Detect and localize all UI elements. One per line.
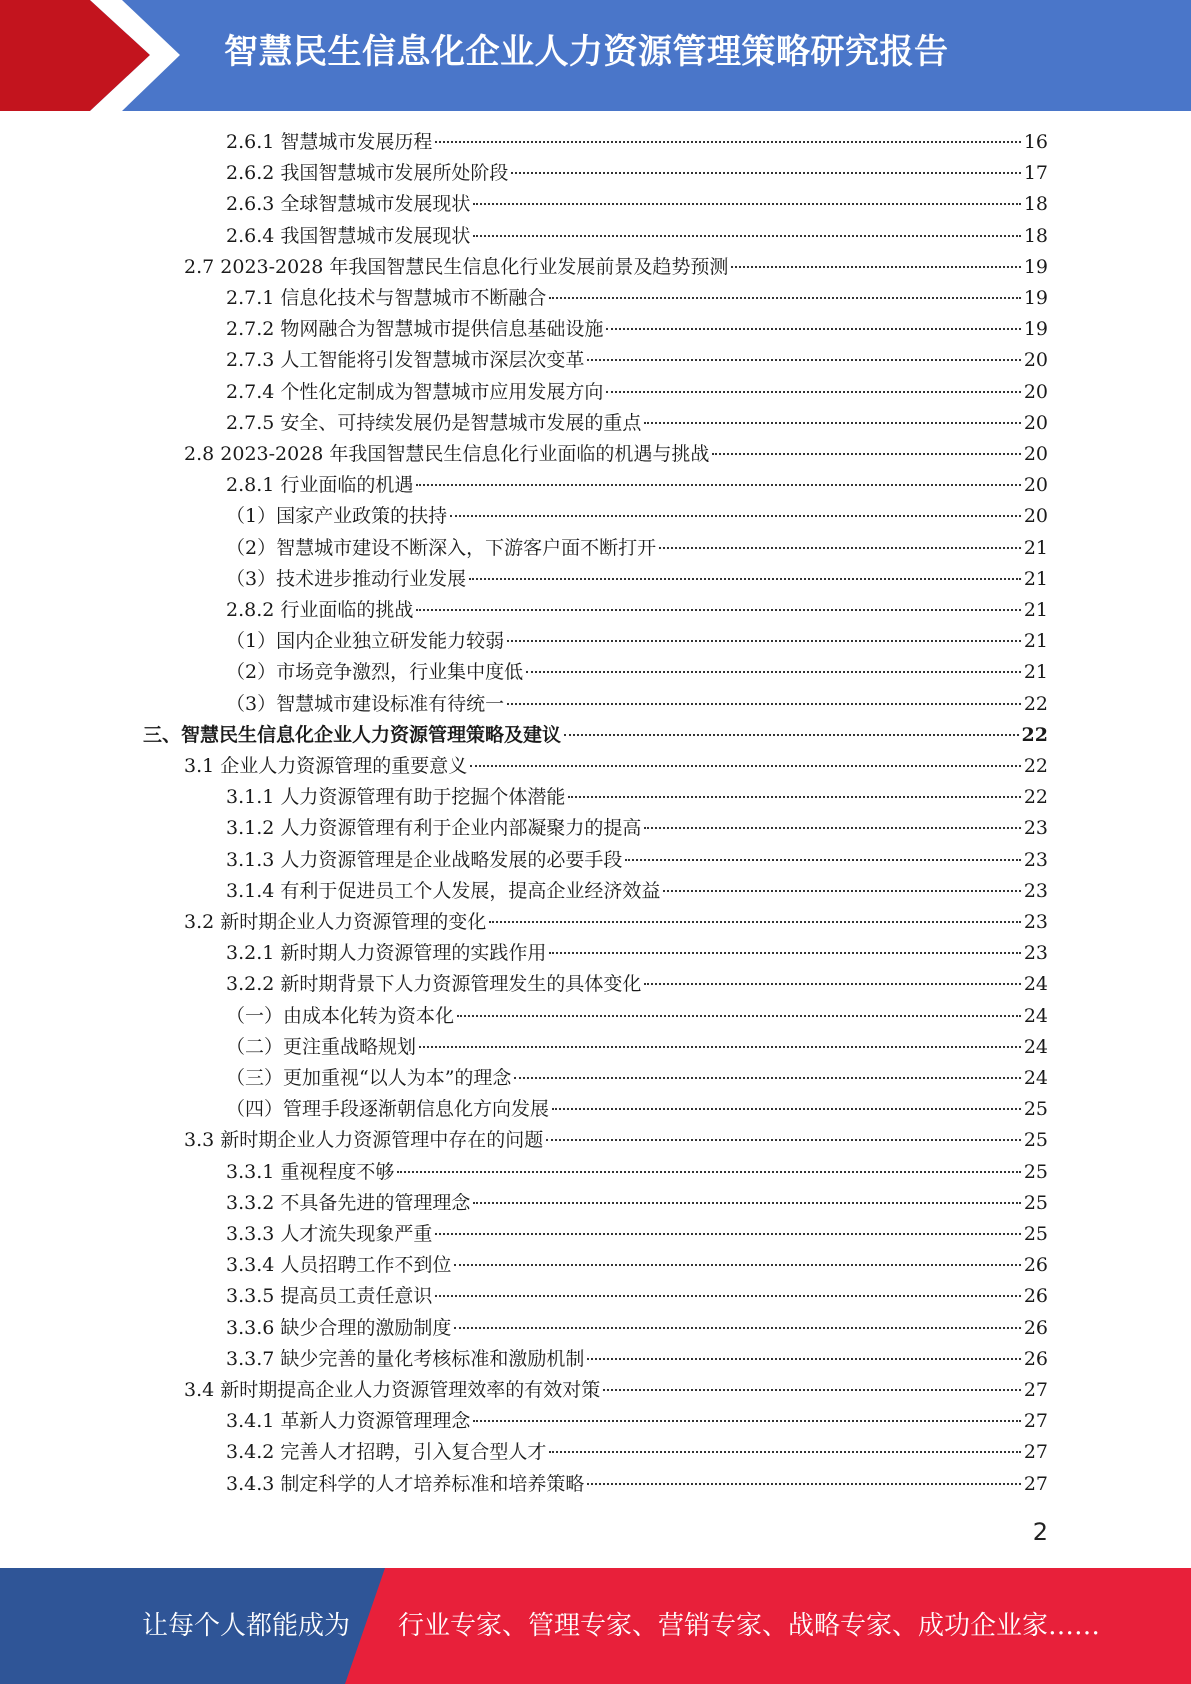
toc-entry-page: 20: [1023, 474, 1048, 496]
toc-dot-leader: [587, 1483, 1020, 1485]
toc-dot-leader: [659, 547, 1021, 549]
toc-entry[interactable]: [184, 252, 1048, 283]
toc-dot-leader: [507, 640, 1021, 642]
toc-entry-title: （3）技术进步推动行业发展: [226, 568, 467, 590]
toc-entry[interactable]: [226, 1344, 1048, 1375]
toc-entry-title: 行业面临的机遇: [280, 474, 414, 496]
footer-slogan-left: 让每个人都能成为: [142, 1611, 351, 1641]
toc-entry-number: 3.1.1: [226, 786, 281, 808]
toc-dot-leader: [712, 453, 1020, 455]
toc-entry-page: 24: [1023, 1005, 1048, 1027]
toc-entry[interactable]: [226, 1469, 1048, 1500]
toc-entry-title: 缺少完善的量化考核标准和激励机制: [280, 1348, 585, 1370]
toc-entry-title: 三、智慧民生信息化企业人力资源管理策略及建议: [143, 724, 562, 746]
toc-entry-number: 2.7: [184, 256, 221, 278]
toc-entry-title: 提高员工责任意识: [280, 1285, 433, 1307]
toc-entry[interactable]: [184, 439, 1048, 470]
toc-entry[interactable]: [226, 1157, 1048, 1188]
toc-entry-number: 3.1: [184, 755, 221, 777]
toc-entry-page: 21: [1023, 661, 1048, 683]
toc-entry-page: 22: [1023, 693, 1048, 715]
toc-entry-title: （3）智慧城市建设标准有待统一: [226, 693, 505, 715]
toc-entry-page: 23: [1023, 880, 1048, 902]
toc-entry-page: 23: [1023, 911, 1048, 933]
toc-entry-number: 3.4.2: [226, 1441, 281, 1463]
toc-entry-title: 我国智慧城市发展所处阶段: [280, 162, 509, 184]
toc-entry-page: 21: [1023, 537, 1048, 559]
toc-entry-number: 3.3: [184, 1129, 221, 1151]
toc-entry-number: 2.8.1: [226, 474, 281, 496]
toc-entry[interactable]: [226, 1406, 1048, 1437]
toc-entry-number: 2.6.4: [226, 225, 281, 247]
toc-dot-leader: [625, 859, 1020, 861]
toc-entry-title: （1）国内企业独立研发能力较弱: [226, 630, 505, 652]
toc-entry[interactable]: [226, 377, 1048, 408]
toc-dot-leader: [469, 578, 1021, 580]
toc-entry-number: 3.4.1: [226, 1410, 281, 1432]
toc-entry-page: 22: [1021, 724, 1048, 746]
toc-entry-number: 2.7.1: [226, 287, 281, 309]
toc-dot-leader: [511, 172, 1020, 174]
toc-entry[interactable]: [226, 408, 1048, 439]
toc-entry-title: 新时期提高企业人力资源管理效率的有效对策: [220, 1379, 601, 1401]
toc-entry-number: 3.3.3: [226, 1223, 281, 1245]
toc-entry-number: 2.7.3: [226, 349, 281, 371]
toc-entry-title: 智慧城市发展历程: [280, 131, 433, 153]
toc-entry-page: 22: [1023, 786, 1048, 808]
toc-entry-page: 18: [1023, 225, 1048, 247]
toc-entry-page: 20: [1023, 412, 1048, 434]
toc-entry-page: 23: [1023, 817, 1048, 839]
toc-dot-leader: [454, 1264, 1020, 1266]
toc-dot-leader: [473, 203, 1020, 205]
toc-dot-leader: [473, 235, 1020, 237]
toc-entry[interactable]: [184, 907, 1048, 938]
toc-dot-leader: [397, 1171, 1020, 1173]
toc-entry-page: 26: [1023, 1348, 1048, 1370]
toc-entry-page: 25: [1023, 1098, 1048, 1120]
toc-dot-leader: [546, 1139, 1021, 1141]
toc-entry-number: 2.7.5: [226, 412, 281, 434]
toc-dot-leader: [454, 1327, 1020, 1329]
toc-entry-title: 新时期背景下人力资源管理发生的具体变化: [280, 973, 642, 995]
toc-entry[interactable]: [226, 1188, 1048, 1219]
toc-entry[interactable]: [226, 689, 1048, 720]
toc-entry[interactable]: [226, 782, 1048, 813]
toc-entry[interactable]: [184, 751, 1048, 782]
toc-entry[interactable]: [226, 969, 1048, 1000]
toc-entry-number: 2.8.2: [226, 599, 281, 621]
toc-entry-title: 物网融合为智慧城市提供信息基础设施: [280, 318, 604, 340]
toc-entry-number: 3.3.7: [226, 1348, 281, 1370]
toc-dot-leader: [644, 422, 1020, 424]
toc-dot-leader: [549, 297, 1020, 299]
toc-entry[interactable]: [226, 221, 1048, 252]
toc-entry-page: 20: [1023, 443, 1048, 465]
toc-entry[interactable]: [226, 314, 1048, 345]
toc-entry-page: 24: [1023, 1067, 1048, 1089]
toc-entry-title: 人力资源管理是企业战略发展的必要手段: [280, 849, 623, 871]
toc-dot-leader: [435, 1233, 1020, 1235]
toc-entry-title: 信息化技术与智慧城市不断融合: [280, 287, 547, 309]
page-footer: [0, 1568, 1191, 1684]
toc-entry-title: 个性化定制成为智慧城市应用发展方向: [280, 381, 604, 403]
toc-entry-number: 3.2.1: [226, 942, 281, 964]
toc-entry-title: 人力资源管理有利于企业内部凝聚力的提高: [280, 817, 642, 839]
toc-dot-leader: [549, 952, 1020, 954]
toc-entry[interactable]: [226, 1281, 1048, 1312]
toc-entry[interactable]: [226, 595, 1048, 626]
toc-dot-leader: [603, 1389, 1021, 1391]
toc-entry-page: 25: [1023, 1192, 1048, 1214]
toc-dot-leader: [644, 827, 1020, 829]
toc-entry-page: 20: [1023, 381, 1048, 403]
toc-entry[interactable]: [226, 564, 1048, 595]
toc-entry-page: 20: [1023, 349, 1048, 371]
toc-entry-number: 2.7.2: [226, 318, 281, 340]
page-header: [0, 0, 1191, 111]
toc-dot-leader: [526, 671, 1021, 673]
toc-entry-page: 24: [1023, 973, 1048, 995]
page-number: 2: [1032, 1518, 1048, 1546]
toc-entry[interactable]: [226, 1063, 1048, 1094]
toc-entry-number: 3.4: [184, 1379, 221, 1401]
toc-entry[interactable]: [226, 127, 1048, 158]
toc-entry-page: 25: [1023, 1223, 1048, 1245]
toc-entry-page: 18: [1023, 193, 1048, 215]
toc-entry-page: 26: [1023, 1317, 1048, 1339]
toc-entry[interactable]: [226, 501, 1048, 532]
toc-entry-number: 2.7.4: [226, 381, 281, 403]
toc-entry-title: 新时期人力资源管理的实践作用: [280, 942, 547, 964]
toc-entry-number: 3.1.3: [226, 849, 281, 871]
toc-dot-leader: [587, 359, 1020, 361]
toc-entry-title: 重视程度不够: [280, 1161, 395, 1183]
toc-entry-page: 16: [1023, 131, 1048, 153]
toc-entry-title: 人力资源管理有助于挖掘个体潜能: [280, 786, 566, 808]
toc-dot-leader: [587, 1358, 1020, 1360]
toc-entry-title: 有利于促进员工个人发展，提高企业经济效益: [280, 880, 661, 902]
toc-entry-title: 企业人力资源管理的重要意义: [220, 755, 468, 777]
toc-entry[interactable]: [226, 1032, 1048, 1063]
toc-entry[interactable]: [184, 1375, 1048, 1406]
toc-entry[interactable]: [226, 345, 1048, 376]
toc-entry-page: 21: [1023, 599, 1048, 621]
toc-entry-title: 革新人力资源管理理念: [280, 1410, 471, 1432]
toc-entry-page: 27: [1023, 1441, 1048, 1463]
toc-entry-number: 3.1.2: [226, 817, 281, 839]
footer-slogan-right: 行业专家、管理专家、营销专家、战略专家、成功企业家……: [398, 1611, 1101, 1641]
toc-entry[interactable]: [226, 158, 1048, 189]
toc-dot-leader: [470, 765, 1021, 767]
toc-entry-page: 22: [1023, 755, 1048, 777]
toc-entry-title: 完善人才招聘，引入复合型人才: [280, 1441, 547, 1463]
toc-dot-leader: [416, 484, 1020, 486]
toc-dot-leader: [552, 1108, 1021, 1110]
toc-entry[interactable]: [226, 1250, 1048, 1281]
toc-dot-leader: [450, 515, 1021, 517]
toc-entry-page: 20: [1023, 505, 1048, 527]
toc-entry-page: 17: [1023, 162, 1048, 184]
toc-entry-page: 25: [1023, 1161, 1048, 1183]
toc-entry-page: 26: [1023, 1254, 1048, 1276]
toc-dot-leader: [435, 1295, 1020, 1297]
toc-dot-leader: [549, 1451, 1020, 1453]
toc-entry-number: 3.3.5: [226, 1285, 281, 1307]
toc-entry-number: 2.6.2: [226, 162, 281, 184]
toc-entry-page: 23: [1023, 942, 1048, 964]
toc-entry-title: 人工智能将引发智慧城市深层次变革: [280, 349, 585, 371]
toc-entry-title: （2）智慧城市建设不断深入，下游客户面不断打开: [226, 537, 657, 559]
toc-entry-title: 人员招聘工作不到位: [280, 1254, 452, 1276]
toc-entry[interactable]: [226, 1313, 1048, 1344]
toc-dot-leader: [416, 609, 1020, 611]
toc-entry[interactable]: [226, 813, 1048, 844]
toc-entry-number: 3.3.1: [226, 1161, 281, 1183]
toc-dot-leader: [489, 921, 1021, 923]
toc-entry[interactable]: [226, 1001, 1048, 1032]
toc-entry[interactable]: [226, 189, 1048, 220]
toc-entry-page: 24: [1023, 1036, 1048, 1058]
toc-entry-number: 3.2: [184, 911, 221, 933]
toc-entry-title: （二）更注重战略规划: [226, 1036, 417, 1058]
toc-entry-title: 2023-2028 年我国智慧民生信息化行业面临的机遇与挑战: [220, 443, 710, 465]
toc-entry-page: 25: [1023, 1129, 1048, 1151]
toc-entry[interactable]: [226, 470, 1048, 501]
toc-dot-leader: [663, 890, 1020, 892]
toc-entry-title: 行业面临的挑战: [280, 599, 414, 621]
toc-dot-leader: [419, 1046, 1021, 1048]
toc-dot-leader: [568, 796, 1020, 798]
toc-dot-leader: [644, 983, 1020, 985]
toc-dot-leader: [514, 1077, 1020, 1079]
toc-entry-page: 27: [1023, 1473, 1048, 1495]
toc-entry-title: 全球智慧城市发展现状: [280, 193, 471, 215]
toc-entry-title: 人才流失现象严重: [280, 1223, 433, 1245]
toc-dot-leader: [435, 141, 1020, 143]
toc-entry-number: 3.1.4: [226, 880, 281, 902]
toc-entry[interactable]: [226, 657, 1048, 688]
toc-entry-page: 19: [1023, 287, 1048, 309]
toc-dot-leader: [606, 391, 1020, 393]
toc-entry[interactable]: [226, 283, 1048, 314]
toc-dot-leader: [457, 1015, 1021, 1017]
toc-entry[interactable]: [226, 533, 1048, 564]
toc-entry-page: 23: [1023, 849, 1048, 871]
toc-entry-title: （1）国家产业政策的扶持: [226, 505, 448, 527]
toc-dot-leader: [473, 1202, 1020, 1204]
toc-entry-title: （三）更加重视“以人为本”的理念: [226, 1067, 512, 1089]
toc-entry[interactable]: [226, 1219, 1048, 1250]
toc-entry[interactable]: [226, 1437, 1048, 1468]
toc-entry-title: 不具备先进的管理理念: [280, 1192, 471, 1214]
toc-entry-page: 26: [1023, 1285, 1048, 1307]
toc-entry-number: 3.3.4: [226, 1254, 281, 1276]
toc-entry-page: 21: [1023, 568, 1048, 590]
toc-entry-number: 3.2.2: [226, 973, 281, 995]
toc-entry[interactable]: [226, 876, 1048, 907]
toc-dot-leader: [507, 703, 1021, 705]
toc-entry-title: 新时期企业人力资源管理中存在的问题: [220, 1129, 544, 1151]
toc-entry[interactable]: [226, 626, 1048, 657]
report-title: 智慧民生信息化企业人力资源管理策略研究报告: [224, 32, 949, 72]
toc-entry-title: 缺少合理的激励制度: [280, 1317, 452, 1339]
toc-dot-leader: [564, 734, 1019, 736]
toc-dot-leader: [606, 328, 1020, 330]
toc-entry-page: 27: [1023, 1410, 1048, 1432]
toc-entry[interactable]: [143, 720, 1048, 751]
toc-entry-page: 19: [1023, 256, 1048, 278]
toc-entry[interactable]: [226, 1094, 1048, 1125]
toc-dot-leader: [731, 266, 1020, 268]
toc-entry-page: 19: [1023, 318, 1048, 340]
toc-entry[interactable]: [184, 1125, 1048, 1156]
toc-entry[interactable]: [226, 938, 1048, 969]
toc-entry-title: （四）管理手段逐渐朝信息化方向发展: [226, 1098, 550, 1120]
toc-entry-number: 3.3.2: [226, 1192, 281, 1214]
toc-entry-title: 制定科学的人才培养标准和培养策略: [280, 1473, 585, 1495]
toc-entry-title: 新时期企业人力资源管理的变化: [220, 911, 487, 933]
toc-entry-number: 3.4.3: [226, 1473, 281, 1495]
toc-entry-title: 安全、可持续发展仍是智慧城市发展的重点: [280, 412, 642, 434]
toc-entry-number: 2.6.1: [226, 131, 281, 153]
toc-entry-title: （一）由成本化转为资本化: [226, 1005, 455, 1027]
toc-entry-number: 3.3.6: [226, 1317, 281, 1339]
toc-entry-number: 2.6.3: [226, 193, 281, 215]
toc-entry-title: 我国智慧城市发展现状: [280, 225, 471, 247]
toc-entry-page: 21: [1023, 630, 1048, 652]
toc-entry[interactable]: [226, 845, 1048, 876]
toc-entry-number: 2.8: [184, 443, 221, 465]
toc-entry-page: 27: [1023, 1379, 1048, 1401]
toc-entry-title: 2023-2028 年我国智慧民生信息化行业发展前景及趋势预测: [220, 256, 729, 278]
toc-dot-leader: [473, 1420, 1020, 1422]
toc-entry-title: （2）市场竞争激烈，行业集中度低: [226, 661, 524, 683]
